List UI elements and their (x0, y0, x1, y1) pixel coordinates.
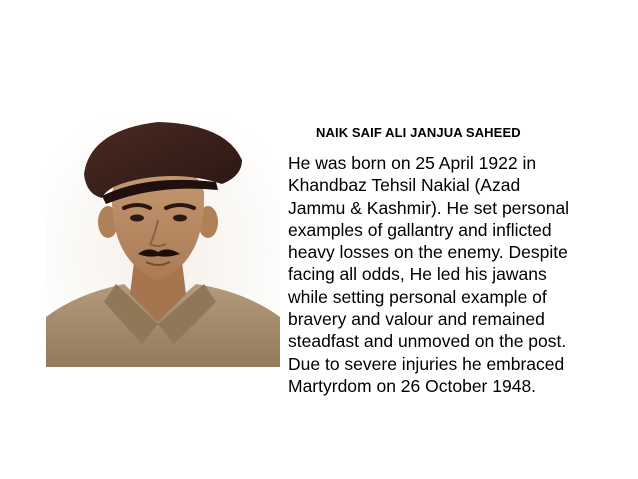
bio-line: examples of gallantry and inflicted (288, 219, 552, 240)
bio-line: Martyrdom on 26 October 1948. (288, 375, 537, 396)
biography-text (288, 152, 628, 397)
bio-line: He was born on 25 April 1922 in (288, 153, 537, 173)
portrait-image (46, 112, 280, 367)
bio-line: Khandbaz Tehsil Nakial (Azad (288, 175, 521, 196)
page-title: NAIK SAIF ALI JANJUA SAHEED (316, 125, 521, 140)
bio-line: Jammu & Kashmir). He set personal (288, 197, 570, 218)
bio-line: facing all odds, He led his jawans (288, 264, 547, 285)
bio-line: Due to severe injuries he embraced (288, 353, 565, 374)
bio-line: steadfast and unmoved on the post. (288, 331, 567, 352)
bio-line: heavy losses on the enemy. Despite (288, 242, 568, 263)
bio-line: while setting personal example of (288, 286, 547, 307)
bio-line: bravery and valour and remained (288, 309, 545, 330)
